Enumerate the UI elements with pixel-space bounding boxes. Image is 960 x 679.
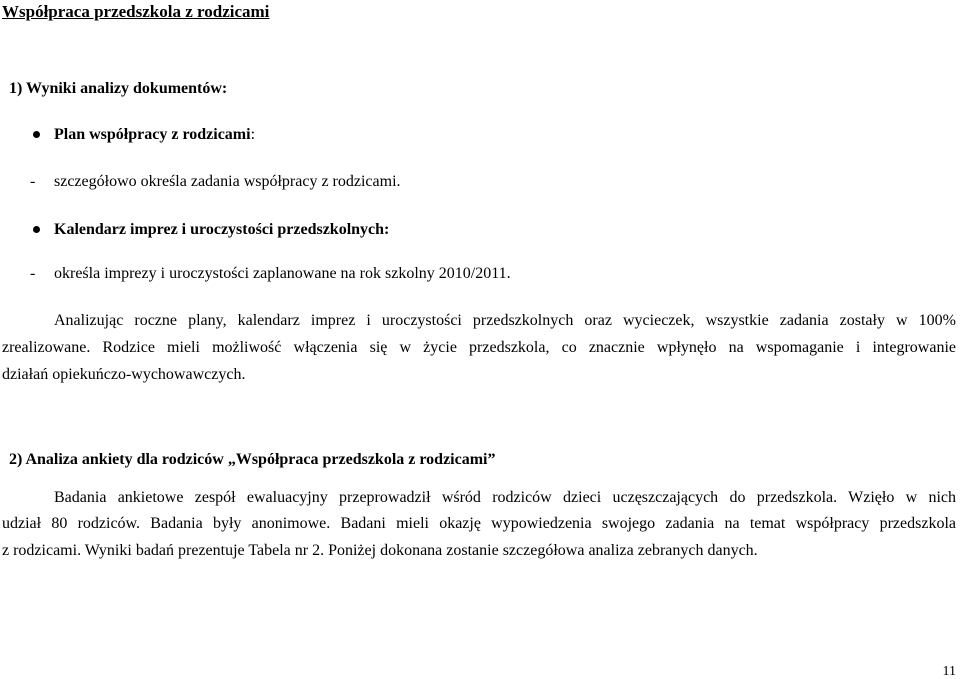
section2-heading: 2) Analiza ankiety dla rodziców „Współpraca przedszkola z rodzicami”: [9, 451, 496, 468]
bullet1-text: [54, 125, 255, 145]
bullet-icon: [33, 131, 40, 138]
document-title: Współpraca przedszkola z rodzicami: [2, 2, 270, 21]
bullet1-label: Plan współpracy z rodzicami: [54, 126, 251, 143]
section2-paragraph-line-1: Badania ankietowe zespół ewaluacyjny przeprowadził wśród rodziców dzieci uczęszczających do przedszkola. Wzięło w nich: [54, 489, 956, 506]
section1-paragraph-line-1: Analizując roczne plany, kalendarz imprez i uroczystości przedszkolnych oraz wycieczek, wszystkie zadania zostały w 100%: [54, 312, 956, 329]
page-number: 11: [942, 664, 956, 679]
dash1-text: szczegółowo określa zadania współpracy z rodzicami.: [54, 173, 401, 190]
dash2-marker: -: [30, 265, 36, 282]
section1-paragraph-line-2: zrealizowane. Rodzice mieli możliwość włączenia się w życie przedszkola, co znacznie wpłynęło na wspomaganie i integrowanie: [2, 339, 956, 356]
bullet1-colon: :: [250, 126, 256, 143]
dash1-marker: -: [30, 173, 36, 190]
section1-paragraph-line-3: działań opiekuńczo-wychowawczych.: [2, 366, 246, 383]
section1-heading: 1) Wyniki analizy dokumentów:: [9, 80, 228, 97]
dash2-text: określa imprezy i uroczystości zaplanowane na rok szkolny 2010/2011.: [54, 265, 511, 282]
bullet-icon: [33, 226, 40, 233]
bullet2-label: Kalendarz imprez i uroczystości przedszkolnych:: [54, 221, 390, 238]
section2-paragraph-line-3: z rodzicami. Wyniki badań prezentuje Tabela nr 2. Poniżej dokonana zostanie szczegółowa analiza zebranych danych.: [2, 542, 758, 559]
section2-paragraph-line-2: udział 80 rodziców. Badania były anonimowe. Badani mieli okazję wypowiedzenia swojego zadania na temat współpracy przedszkola: [2, 515, 956, 532]
